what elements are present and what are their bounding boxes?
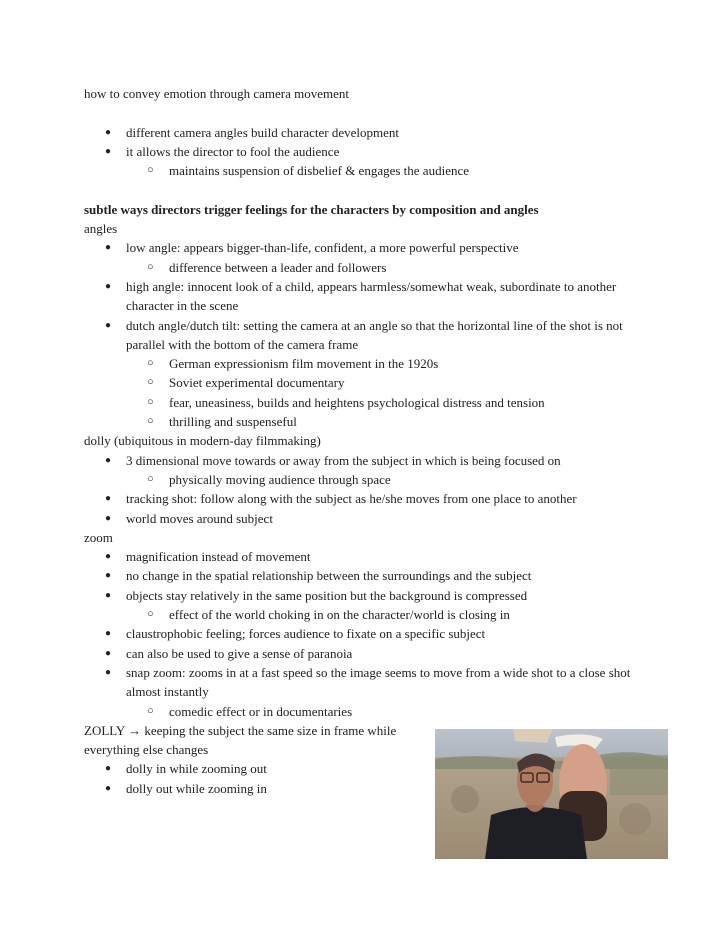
sub-list-item: ○ physically moving audience through space (84, 470, 644, 489)
list-item: ● no change in the spatial relationship between the surroundings and the subject (84, 566, 644, 585)
dolly-label: dolly (ubiquitous in modern-day filmmaking) (84, 433, 321, 449)
sub-list-item: ○ German expressionism film movement in the 1920s (84, 354, 644, 373)
list-item: ● claustrophobic feeling; forces audience to fixate on a specific subject (84, 624, 644, 643)
list-item: ● high angle: innocent look of a child, appears harmless/somewhat weak, subordinate to another character in the scene (84, 277, 644, 316)
sub-list-item: ○ effect of the world choking in on the character/world is closing in (84, 605, 644, 624)
film-still-image (435, 729, 668, 859)
intro-title: how to convey emotion through camera movement (84, 86, 349, 101)
list-item: ● can also be used to give a sense of paranoia (84, 644, 644, 663)
list-item: ● different camera angles build character development (84, 123, 644, 142)
zolly-label: ZOLLY → keeping the subject the same size in frame while everything else changes (84, 722, 397, 758)
document-body (84, 84, 644, 798)
zoom-label: zoom (84, 529, 113, 545)
list-item: ● it allows the director to fool the audience (84, 142, 644, 161)
spacer (84, 180, 644, 199)
spacer (84, 103, 644, 122)
list-item: ● tracking shot: follow along with the subject as he/she moves from one place to another (84, 489, 644, 508)
angles-label: angles (84, 221, 118, 237)
list-item: ● dolly out while zooming in (84, 779, 461, 798)
sub-list-item: ○ fear, uneasiness, builds and heightens psychological distress and tension (84, 393, 644, 412)
list-item: ● snap zoom: zooms in at a fast speed so the image seems to move from a wide shot to a close shot almost instantly (84, 663, 644, 702)
section-heading: subtle ways directors trigger feelings for the characters by composition and angles (84, 201, 539, 217)
sub-list-item: ○ thrilling and suspenseful (84, 412, 644, 431)
sub-list-item: ○ comedic effect or in documentaries (84, 702, 644, 721)
list-item: ● dolly in while zooming out (84, 759, 461, 778)
list-item: ● 3 dimensional move towards or away from the subject in which is being focused on (84, 451, 644, 470)
list-item: ● world moves around subject (84, 509, 644, 528)
sub-list-item: ○ Soviet experimental documentary (84, 373, 644, 392)
list-item: ● magnification instead of movement (84, 547, 644, 566)
sub-list-item: ○ maintains suspension of disbelief & engages the audience (84, 161, 644, 180)
list-item: ● objects stay relatively in the same position but the background is compressed (84, 586, 644, 605)
list-item: ● dutch angle/dutch tilt: setting the camera at an angle so that the horizontal line of the shot is not parallel with the bottom of the camera frame (84, 316, 644, 355)
list-item: ● low angle: appears bigger-than-life, confident, a more powerful perspective (84, 238, 644, 257)
sub-list-item: ○ difference between a leader and followers (84, 258, 644, 277)
